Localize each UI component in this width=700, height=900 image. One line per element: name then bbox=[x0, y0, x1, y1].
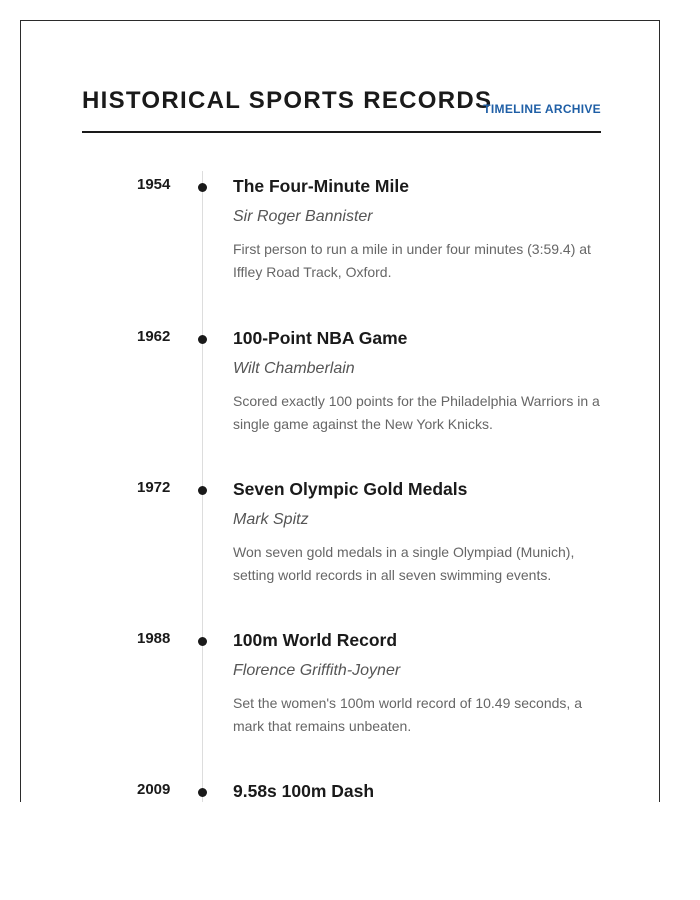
entry-year: 2009 bbox=[137, 781, 171, 798]
entry-athlete: Sir Roger Bannister bbox=[233, 208, 373, 225]
entry-title: Seven Olympic Gold Medals bbox=[233, 479, 468, 499]
entry-year: 1954 bbox=[137, 176, 171, 193]
page-subtitle: TIMELINE ARCHIVE bbox=[483, 102, 601, 116]
entry-description: Set the women's 100m world record of 10.49 seconds, a mark that remains unbeaten. bbox=[233, 695, 582, 734]
entry-description: Won seven gold medals in a single Olympiad (Munich), setting world records in all seven swimming events. bbox=[233, 544, 575, 583]
timeline-dot bbox=[198, 335, 207, 344]
entry-title: 100m World Record bbox=[233, 630, 398, 650]
page-title: HISTORICAL SPORTS RECORDS bbox=[82, 87, 493, 114]
entry-title: 9.58s 100m Dash bbox=[233, 781, 375, 801]
entry-athlete: Mark Spitz bbox=[233, 511, 309, 528]
timeline-dot bbox=[198, 637, 207, 646]
timeline-dot bbox=[198, 183, 207, 192]
entry-athlete: Florence Griffith-Joyner bbox=[233, 662, 401, 679]
entry-title: 100-Point NBA Game bbox=[233, 328, 408, 348]
entry-year: 1988 bbox=[137, 630, 171, 647]
entry-description: Scored exactly 100 points for the Philadelphia Warriors in a single game against the New York Knicks. bbox=[233, 393, 600, 432]
entry-description: First person to run a mile in under four minutes (3:59.4) at Iffley Road Track, Oxford. bbox=[233, 241, 591, 280]
timeline-dot bbox=[198, 788, 207, 797]
entry-athlete: Wilt Chamberlain bbox=[233, 360, 355, 377]
timeline-dot bbox=[198, 486, 207, 495]
entry-title: The Four-Minute Mile bbox=[233, 176, 409, 196]
entry-year: 1972 bbox=[137, 479, 171, 496]
timeline-card bbox=[20, 20, 660, 802]
entry-year: 1962 bbox=[137, 328, 171, 345]
page-header bbox=[82, 83, 601, 133]
